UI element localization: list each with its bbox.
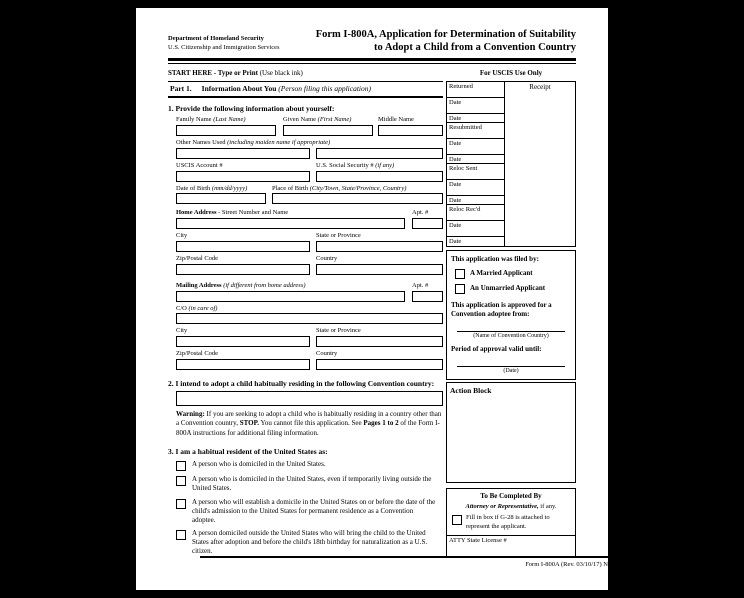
reloc-sent-date2-cell: Date bbox=[447, 196, 504, 205]
atty-license-label: ATTY State License # bbox=[449, 537, 507, 545]
residency-option-3-label: A person who will establish a domicile in the United States on or before the date of the child's admission to the United States for permanent residence as a Convention adoptee. bbox=[192, 497, 436, 524]
uscis-routing-box bbox=[446, 81, 576, 247]
married-applicant-label: A Married Applicant bbox=[470, 269, 533, 277]
start-here-bold: START HERE - Type or Print bbox=[168, 69, 258, 78]
mailing-country-input[interactable] bbox=[316, 359, 443, 370]
header-rule-thick bbox=[168, 58, 576, 61]
filed-by-title: This application was filed by: bbox=[451, 255, 539, 264]
page-footer bbox=[200, 556, 608, 568]
uscis-routing-cells bbox=[447, 82, 505, 246]
ssn-label: U.S. Social Security # (if any) bbox=[316, 161, 395, 169]
married-applicant-checkbox[interactable] bbox=[455, 269, 465, 279]
home-city-input[interactable] bbox=[176, 241, 310, 252]
unmarried-applicant-label: An Unmarried Applicant bbox=[470, 284, 546, 292]
question1-heading: 1. Provide the following information about yourself: bbox=[168, 104, 335, 114]
given-name-label: Given Name (First Name) bbox=[283, 116, 352, 124]
unmarried-applicant-checkbox[interactable] bbox=[455, 284, 465, 294]
dob-label: Date of Birth (mm/dd/yyyy) bbox=[176, 184, 248, 192]
mailing-street-input[interactable] bbox=[176, 291, 405, 302]
g28-checkbox[interactable] bbox=[452, 515, 462, 525]
attorney-box-subtitle: Attorney or Representative, if any. bbox=[465, 503, 557, 511]
action-block-label: Action Block bbox=[450, 386, 492, 396]
mailing-city-label: City bbox=[176, 327, 188, 335]
home-address-label: Home Address - Street Number and Name bbox=[176, 209, 289, 217]
reloc-recd-date2-cell: Date bbox=[449, 238, 462, 246]
g28-row bbox=[452, 514, 572, 531]
ssn-input[interactable] bbox=[316, 171, 443, 182]
pob-input[interactable] bbox=[272, 193, 443, 204]
mailing-apt-label: Apt. # bbox=[412, 281, 429, 289]
reloc-sent-cell: Reloc Sent bbox=[447, 164, 504, 180]
home-state-label: State or Province bbox=[316, 232, 361, 240]
resubmitted-cell: Resubmitted bbox=[447, 123, 504, 139]
married-applicant-row bbox=[451, 269, 571, 279]
family-name-input[interactable] bbox=[176, 125, 276, 136]
resubmitted-date1-cell: Date bbox=[447, 139, 504, 155]
receipt-area: Receipt bbox=[529, 83, 551, 92]
part1-number: Part 1. bbox=[170, 84, 192, 94]
home-apt-input[interactable] bbox=[412, 218, 443, 229]
co-label: C/O (in care of) bbox=[176, 304, 218, 312]
filed-by-box bbox=[446, 250, 576, 380]
returned-date1-cell: Date bbox=[447, 98, 504, 114]
form-title bbox=[316, 28, 576, 54]
atty-license-cell[interactable] bbox=[447, 535, 575, 557]
returned-cell: Returned bbox=[447, 82, 504, 98]
header-rule-thin bbox=[168, 63, 576, 64]
approval-date-caption: (Date) bbox=[503, 368, 519, 375]
home-city-label: City bbox=[176, 232, 188, 240]
residency-option-3-checkbox[interactable] bbox=[176, 499, 186, 509]
middle-name-label: Middle Name bbox=[378, 116, 414, 124]
convention-country-input[interactable] bbox=[176, 391, 443, 406]
start-here-line bbox=[168, 69, 443, 81]
co-input[interactable] bbox=[176, 313, 443, 324]
agency-name: Department of Homeland Security bbox=[168, 35, 264, 42]
residency-option-4-checkbox[interactable] bbox=[176, 530, 186, 540]
agency-block bbox=[168, 28, 280, 54]
attorney-box bbox=[446, 488, 576, 558]
home-apt-label: Apt. # bbox=[412, 209, 429, 217]
residency-option-4-label: A person domiciled outside the United States who will bring the child to the United States after adoption and before the child's 18th birthday for naturalization as a U.S. citizen. bbox=[192, 528, 428, 555]
uscis-account-input[interactable] bbox=[176, 171, 310, 182]
approved-for-title: This application is approved for a Convention adoptee from: bbox=[451, 301, 552, 319]
returned-date2-cell: Date bbox=[447, 114, 504, 123]
mailing-address-label: Mailing Address (if different from home address) bbox=[176, 281, 306, 289]
residency-option-1-checkbox[interactable] bbox=[176, 461, 186, 471]
g28-label: Fill in box if G-28 is attached to represent the applicant. bbox=[466, 514, 550, 530]
part1-header-bar bbox=[168, 81, 443, 98]
attorney-box-title: To Be Completed By bbox=[480, 492, 542, 501]
other-names-input-2[interactable] bbox=[316, 148, 443, 159]
form-title-line2: to Adopt a Child from a Convention Country bbox=[374, 42, 576, 54]
start-here-rest: (Use black ink) bbox=[257, 69, 303, 78]
action-block bbox=[446, 382, 576, 483]
main-form-column bbox=[168, 69, 443, 558]
home-state-input[interactable] bbox=[316, 241, 443, 252]
warning-text: Warning: If you are seeking to adopt a child who is habitually residing in a country other than a Convention country, STOP. You cannot file this application. See Pages 1 to 2 of the Form I-800A instructions for additional filing information. bbox=[176, 410, 442, 437]
home-zip-input[interactable] bbox=[176, 264, 310, 275]
question2-heading: 2. I intend to adopt a child habitually residing in the following Convention country: bbox=[168, 379, 435, 389]
mailing-apt-input[interactable] bbox=[412, 291, 443, 302]
convention-country-caption: (Name of Convention Country) bbox=[473, 333, 549, 340]
part1-title: Information About You bbox=[201, 84, 277, 94]
uscis-use-only-column bbox=[446, 69, 576, 558]
reloc-recd-date1-cell: Date bbox=[447, 221, 504, 237]
form-header bbox=[168, 28, 576, 54]
given-name-input[interactable] bbox=[283, 125, 373, 136]
resubmitted-date2-cell: Date bbox=[447, 155, 504, 164]
part1-subtitle: (Person filing this application) bbox=[276, 84, 371, 94]
mailing-country-label: Country bbox=[316, 350, 338, 358]
dob-input[interactable] bbox=[176, 193, 266, 204]
question3-heading: 3. I am a habitual resident of the United States as: bbox=[168, 447, 328, 457]
home-country-input[interactable] bbox=[316, 264, 443, 275]
pob-label: Place of Birth (City/Town, State/Province, Country) bbox=[272, 184, 407, 192]
residency-option-row bbox=[176, 498, 443, 525]
uscis-use-only-heading: For USCIS Use Only bbox=[479, 69, 543, 78]
residency-option-2-label: A person who is domiciled in the United States, even if temporarily living outside the United States. bbox=[192, 475, 432, 493]
residency-option-row bbox=[176, 529, 443, 556]
residency-option-row bbox=[176, 460, 443, 471]
reloc-sent-date1-cell: Date bbox=[447, 180, 504, 196]
form-page bbox=[136, 8, 608, 590]
home-country-label: Country bbox=[316, 255, 338, 263]
mailing-state-label: State or Province bbox=[316, 327, 361, 335]
unmarried-applicant-row bbox=[451, 284, 571, 294]
residency-option-row bbox=[176, 475, 443, 493]
form-title-line1: Form I-800A, Application for Determination of Suitability bbox=[315, 29, 576, 40]
family-name-label: Family Name (Last Name) bbox=[176, 116, 246, 124]
other-names-label: Other Names Used (including maiden name if appropriate) bbox=[176, 139, 331, 147]
residency-option-2-checkbox[interactable] bbox=[176, 476, 186, 486]
footer-form-number: Form I-800A (Rev. 03/10/17) N bbox=[525, 561, 608, 568]
residency-option-1-label: A person who is domiciled in the United States. bbox=[192, 460, 326, 469]
agency-subname: U.S. Citizenship and Immigration Services bbox=[168, 44, 280, 52]
form-content bbox=[168, 8, 608, 590]
period-of-approval-title: Period of approval valid until: bbox=[451, 345, 542, 354]
mailing-state-input[interactable] bbox=[316, 336, 443, 347]
footer-rule bbox=[200, 556, 608, 558]
home-street-input[interactable] bbox=[176, 218, 405, 229]
other-names-input-1[interactable] bbox=[176, 148, 310, 159]
mailing-city-input[interactable] bbox=[176, 336, 310, 347]
reloc-recd-cell: Reloc Rec'd bbox=[447, 205, 504, 221]
uscis-account-label: USCIS Account # bbox=[176, 161, 223, 169]
mailing-zip-input[interactable] bbox=[176, 359, 310, 370]
home-zip-label: Zip/Postal Code bbox=[176, 255, 219, 263]
middle-name-input[interactable] bbox=[378, 125, 443, 136]
mailing-zip-label: Zip/Postal Code bbox=[176, 350, 219, 358]
